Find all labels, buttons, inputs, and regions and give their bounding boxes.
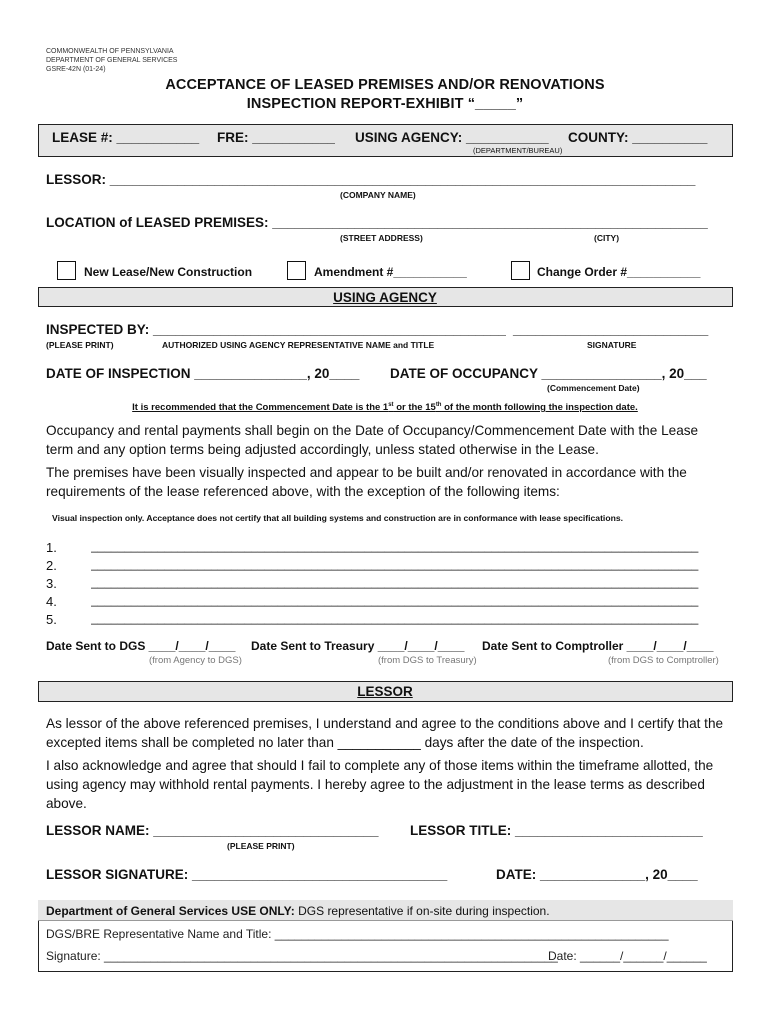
recommendation-note: It is recommended that the Commencement Date is the 1st or the 15th of the month following the inspection date. [132,402,638,414]
list-item-line[interactable]: ___________________________________________________________________________________________ [91,557,699,571]
exception-items-lines [91,537,725,627]
agency-line-2: DEPARTMENT OF GENERAL SERVICES [46,57,178,64]
department-bureau-label: (DEPARTMENT/BUREAU) [473,146,563,155]
dgs-rep-name-field[interactable]: DGS/BRE Representative Name and Title: ___________________________________________________________ [46,927,669,941]
dgs-signature-field[interactable]: Signature: ____________________________________________________________________ [46,949,558,963]
signature-label: SIGNATURE [587,340,637,350]
inspector-signature-line[interactable]: __________________________ [513,322,709,337]
new-lease-checkbox[interactable] [57,261,76,280]
date-of-inspection-field[interactable]: DATE OF INSPECTION _______________, 20____ [46,366,360,381]
change-order-field[interactable]: Change Order #___________ [537,265,701,279]
visual-inspection-note: Visual inspection only. Acceptance does not certify that all building systems and construction are in conformance with lease specifications. [52,513,623,523]
dgs-use-only-label: Department of General Services USE ONLY: DGS representative if on-site during inspection. [46,904,550,918]
exception-items-numbers [46,539,57,629]
lessor-title-field[interactable]: LESSOR TITLE: _________________________ [410,823,703,838]
fre-field[interactable]: FRE: ___________ [217,130,335,145]
list-item-line[interactable]: ___________________________________________________________________________________________ [91,539,699,553]
list-item-number: 1. [46,540,57,555]
from-agency-note: (from Agency to DGS) [149,655,242,666]
form-title: ACCEPTANCE OF LEASED PREMISES AND/OR RENOVATIONS [165,77,605,93]
date-sent-treasury-field[interactable]: Date Sent to Treasury ____/____/____ [251,639,465,653]
occupancy-paragraph: Occupancy and rental payments shall begin on the Date of Occupancy/Commencement Date with the Lease term and any option terms being adjusted accordingly, unless stated otherwise in the Lease. [46,423,699,457]
using-agency-heading: USING AGENCY [333,290,437,305]
list-item-number: 5. [46,612,57,627]
new-lease-label: New Lease/New Construction [84,265,253,279]
from-dgs-comptroller-note: (from DGS to Comptroller) [608,655,719,666]
lessor-date-field[interactable]: DATE: ______________, 20____ [496,867,698,882]
lease-number-field[interactable]: LEASE #: ___________ [52,130,200,145]
change-order-checkbox[interactable] [511,261,530,280]
amendment-field[interactable]: Amendment #___________ [314,265,467,279]
lessor-please-print-label: (PLEASE PRINT) [227,841,295,851]
commencement-date-label: (Commencement Date) [547,383,640,393]
authorized-rep-label: AUTHORIZED USING AGENCY REPRESENTATIVE NAME and TITLE [162,340,435,350]
using-agency-field[interactable]: USING AGENCY: ___________ [355,130,549,145]
company-name-label: (COMPANY NAME) [340,190,416,200]
list-item-line[interactable]: ___________________________________________________________________________________________ [91,593,699,607]
lessor-company-field[interactable]: LESSOR: ______________________________________________________________________________ [46,172,696,187]
list-item-number: 2. [46,558,57,573]
lessor-signature-field[interactable]: LESSOR SIGNATURE: __________________________________ [46,867,448,882]
agency-line-1: COMMONWEALTH OF PENNSYLVANIA [46,48,174,55]
please-print-label: (PLEASE PRINT) [46,340,114,350]
street-address-label: (STREET ADDRESS) [340,233,423,243]
form-subtitle: INSPECTION REPORT-EXHIBIT “_____” [246,96,524,112]
inspection-paragraph: The premises have been visually inspected and appear to be built and/or renovated in accordance with the requirements of the lease referenced above, with the exception of the following items: [46,465,687,499]
location-field[interactable]: LOCATION of LEASED PREMISES: __________________________________________________________ [46,215,708,230]
list-item-line[interactable]: ___________________________________________________________________________________________ [91,575,699,589]
list-item-number: 4. [46,594,57,609]
inspected-by-field[interactable]: INSPECTED BY: _______________________________________________ [46,322,506,337]
form-number: GSRE-42N (01-24) [46,66,106,73]
from-dgs-treasury-note: (from DGS to Treasury) [378,655,477,666]
city-label: (CITY) [594,233,620,243]
date-of-occupancy-field[interactable]: DATE OF OCCUPANCY ________________, 20___ [390,366,707,381]
lessor-certify-paragraph: As lessor of the above referenced premises, I understand and agree to the conditions above and I certify that the excepted items shall be completed no later than ___________ days after the date of the inspection. [46,716,724,750]
lessor-acknowledge-paragraph: I also acknowledge and agree that should I fail to complete any of those items within the timeframe allotted, the using agency may withhold rental payments. I hereby agree to the adjustment in the lease terms as described above. [46,758,714,811]
list-item-line[interactable]: ___________________________________________________________________________________________ [91,611,699,625]
dgs-date-field[interactable]: Date: ______/______/______ [548,949,707,963]
lessor-name-field[interactable]: LESSOR NAME: ______________________________ [46,823,379,838]
amendment-checkbox[interactable] [287,261,306,280]
list-item-number: 3. [46,576,57,591]
date-sent-dgs-field[interactable]: Date Sent to DGS ____/____/____ [46,639,236,653]
lessor-heading: LESSOR [357,684,413,699]
county-field[interactable]: COUNTY: __________ [568,130,708,145]
date-sent-comptroller-field[interactable]: Date Sent to Comptroller ____/____/____ [482,639,714,653]
